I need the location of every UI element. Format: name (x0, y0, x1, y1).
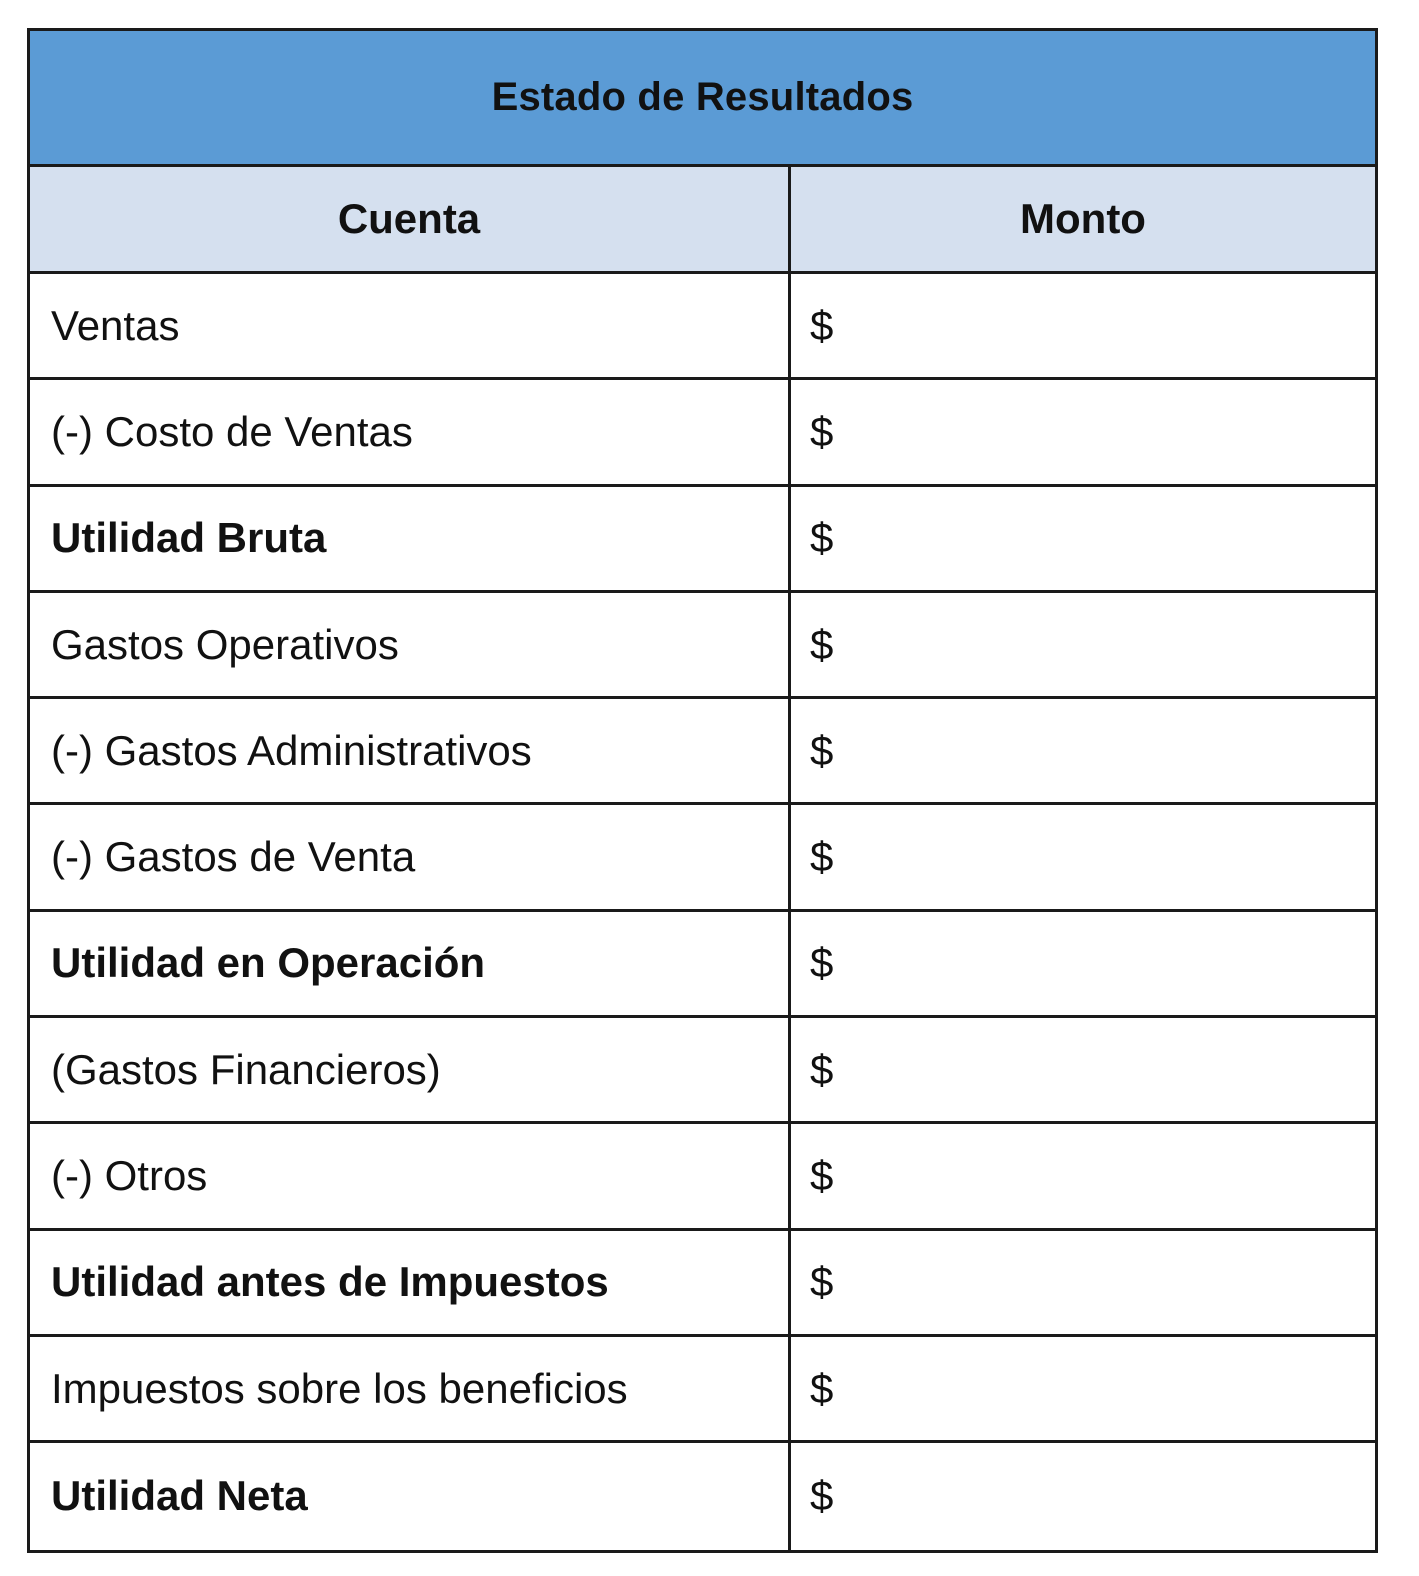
table-title: Estado de Resultados (491, 75, 914, 119)
table-row (30, 1231, 1375, 1337)
amount-cell[interactable]: $ (810, 407, 834, 455)
column-header-amount: Monto (1020, 195, 1146, 242)
account-cell: (-) Otros (30, 1124, 791, 1227)
account-cell: Utilidad Neta (30, 1443, 791, 1549)
account-cell: Utilidad antes de Impuestos (30, 1231, 791, 1334)
account-cell: (-) Gastos Administrativos (30, 699, 791, 802)
account-cell: Gastos Operativos (30, 593, 791, 696)
table-row (30, 1337, 1375, 1443)
amount-cell[interactable]: $ (810, 1258, 834, 1306)
table-header-row (30, 167, 1375, 274)
amount-cell[interactable]: $ (810, 1364, 834, 1412)
account-cell: (Gastos Financieros) (30, 1018, 791, 1121)
amount-cell[interactable]: $ (810, 833, 834, 881)
account-cell: Utilidad en Operación (30, 912, 791, 1015)
table-row (30, 805, 1375, 911)
table-row (30, 1124, 1375, 1230)
account-cell: (-) Gastos de Venta (30, 805, 791, 908)
table-row (30, 699, 1375, 805)
table-title-row (30, 31, 1375, 167)
account-cell: (-) Costo de Ventas (30, 380, 791, 483)
amount-cell[interactable]: $ (810, 1152, 834, 1200)
table-row (30, 912, 1375, 1018)
table-row (30, 380, 1375, 486)
column-header-account: Cuenta (30, 167, 791, 271)
income-statement-table (27, 28, 1378, 1553)
table-row (30, 487, 1375, 593)
amount-cell[interactable]: $ (810, 514, 834, 562)
table-row (30, 593, 1375, 699)
amount-cell[interactable]: $ (810, 726, 834, 774)
table-row (30, 1443, 1375, 1549)
table-row (30, 1018, 1375, 1124)
account-cell: Utilidad Bruta (30, 487, 791, 590)
amount-cell[interactable]: $ (810, 620, 834, 668)
amount-cell[interactable]: $ (810, 1472, 834, 1520)
table-row (30, 274, 1375, 380)
table-body (30, 274, 1375, 1550)
account-cell: Ventas (30, 274, 791, 377)
amount-cell[interactable]: $ (810, 301, 834, 349)
amount-cell[interactable]: $ (810, 1045, 834, 1093)
account-cell: Impuestos sobre los beneficios (30, 1337, 791, 1440)
amount-cell[interactable]: $ (810, 939, 834, 987)
